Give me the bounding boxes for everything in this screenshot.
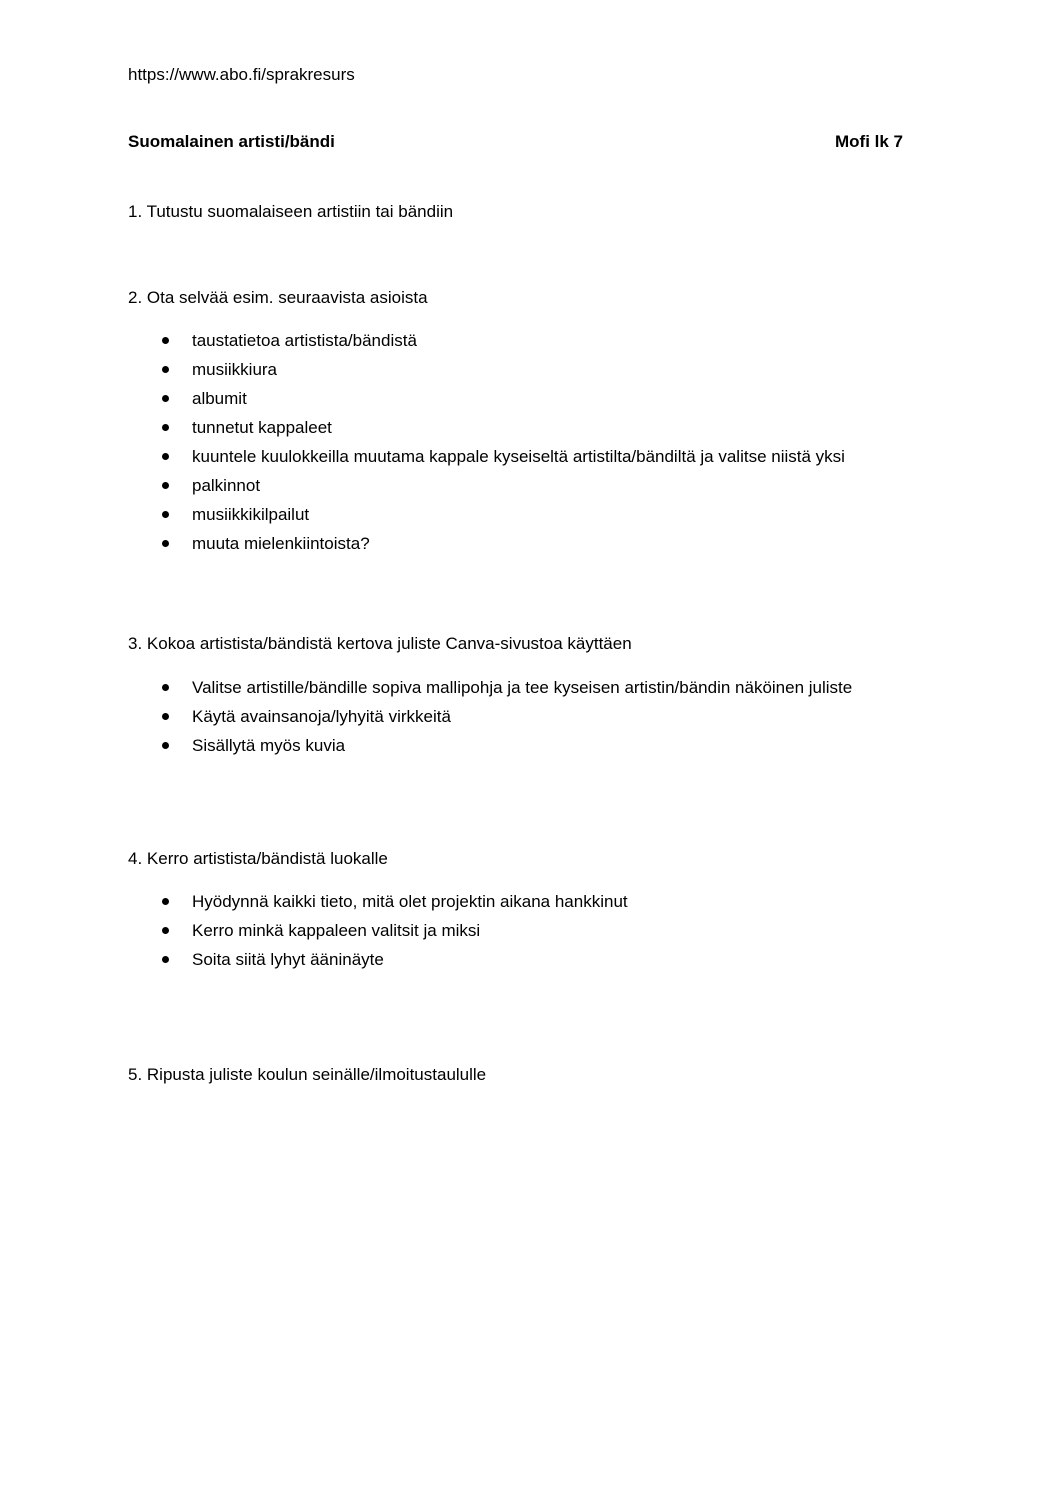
bullet-icon [162, 956, 169, 963]
list-item-text: tunnetut kappaleet [192, 418, 332, 437]
list-item-text: Käytä avainsanoja/lyhyitä virkkeitä [192, 707, 451, 726]
bullet-icon [162, 482, 169, 489]
bullet-icon [162, 395, 169, 402]
section-3-list [128, 673, 928, 760]
list-item [128, 471, 928, 500]
list-item [128, 702, 928, 731]
section-5-heading: 5. Ripusta juliste koulun seinälle/ilmoitustaululle [128, 1065, 487, 1084]
bullet-icon [162, 742, 169, 749]
list-item [128, 887, 928, 916]
list-item-text: musiikkiura [192, 360, 278, 379]
bullet-icon [162, 424, 169, 431]
list-item [128, 355, 928, 384]
bullet-icon [162, 337, 169, 344]
bullet-icon [162, 366, 169, 373]
list-item-text: Hyödynnä kaikki tieto, mitä olet projektin aikana hankkinut [192, 892, 628, 911]
section-2-list [128, 326, 928, 558]
bullet-icon [162, 511, 169, 518]
list-item-text: muuta mielenkiintoista? [192, 534, 370, 553]
bullet-icon [162, 540, 169, 547]
list-item [128, 442, 928, 471]
bullet-icon [162, 684, 169, 691]
list-item [128, 529, 928, 558]
section-4-heading: 4. Kerro artistista/bändistä luokalle [128, 849, 388, 868]
section-2-heading: 2. Ota selvää esim. seuraavista asioista [128, 288, 428, 307]
list-item-text: Soita siitä lyhyt ääninäyte [192, 950, 384, 969]
list-item-text: Kerro minkä kappaleen valitsit ja miksi [192, 921, 481, 940]
list-item [128, 945, 928, 974]
list-item-text: kuuntele kuulokkeilla muutama kappale kyseiseltä artistilta/bändiltä ja valitse niistä yksi [192, 447, 845, 466]
list-item-text: albumit [192, 389, 247, 408]
section-3-heading: 3. Kokoa artistista/bändistä kertova juliste Canva-sivustoa käyttäen [128, 634, 632, 653]
bullet-icon [162, 898, 169, 905]
list-item [128, 413, 928, 442]
section-1-heading: 1. Tutustu suomalaiseen artistiin tai bändiin [128, 202, 454, 221]
list-item [128, 916, 928, 945]
course-label: Mofi lk 7 [834, 132, 903, 151]
list-item [128, 731, 928, 760]
document-title: Suomalainen artisti/bändi [128, 132, 335, 151]
list-item [128, 500, 928, 529]
list-item-text: musiikkikilpailut [192, 505, 310, 524]
bullet-icon [162, 713, 169, 720]
list-item-text: palkinnot [192, 476, 261, 495]
bullet-icon [162, 927, 169, 934]
list-item [128, 384, 928, 413]
section-4-list [128, 887, 928, 974]
bullet-icon [162, 453, 169, 460]
list-item [128, 326, 928, 355]
list-item-text: Valitse artistille/bändille sopiva mallipohja ja tee kyseisen artistin/bändin näköinen juliste [192, 678, 853, 697]
list-item-text: Sisällytä myös kuvia [192, 736, 346, 755]
header-url: https://www.abo.fi/sprakresurs [128, 65, 355, 84]
list-item-text: taustatietoa artistista/bändistä [192, 331, 417, 350]
list-item [128, 673, 928, 702]
